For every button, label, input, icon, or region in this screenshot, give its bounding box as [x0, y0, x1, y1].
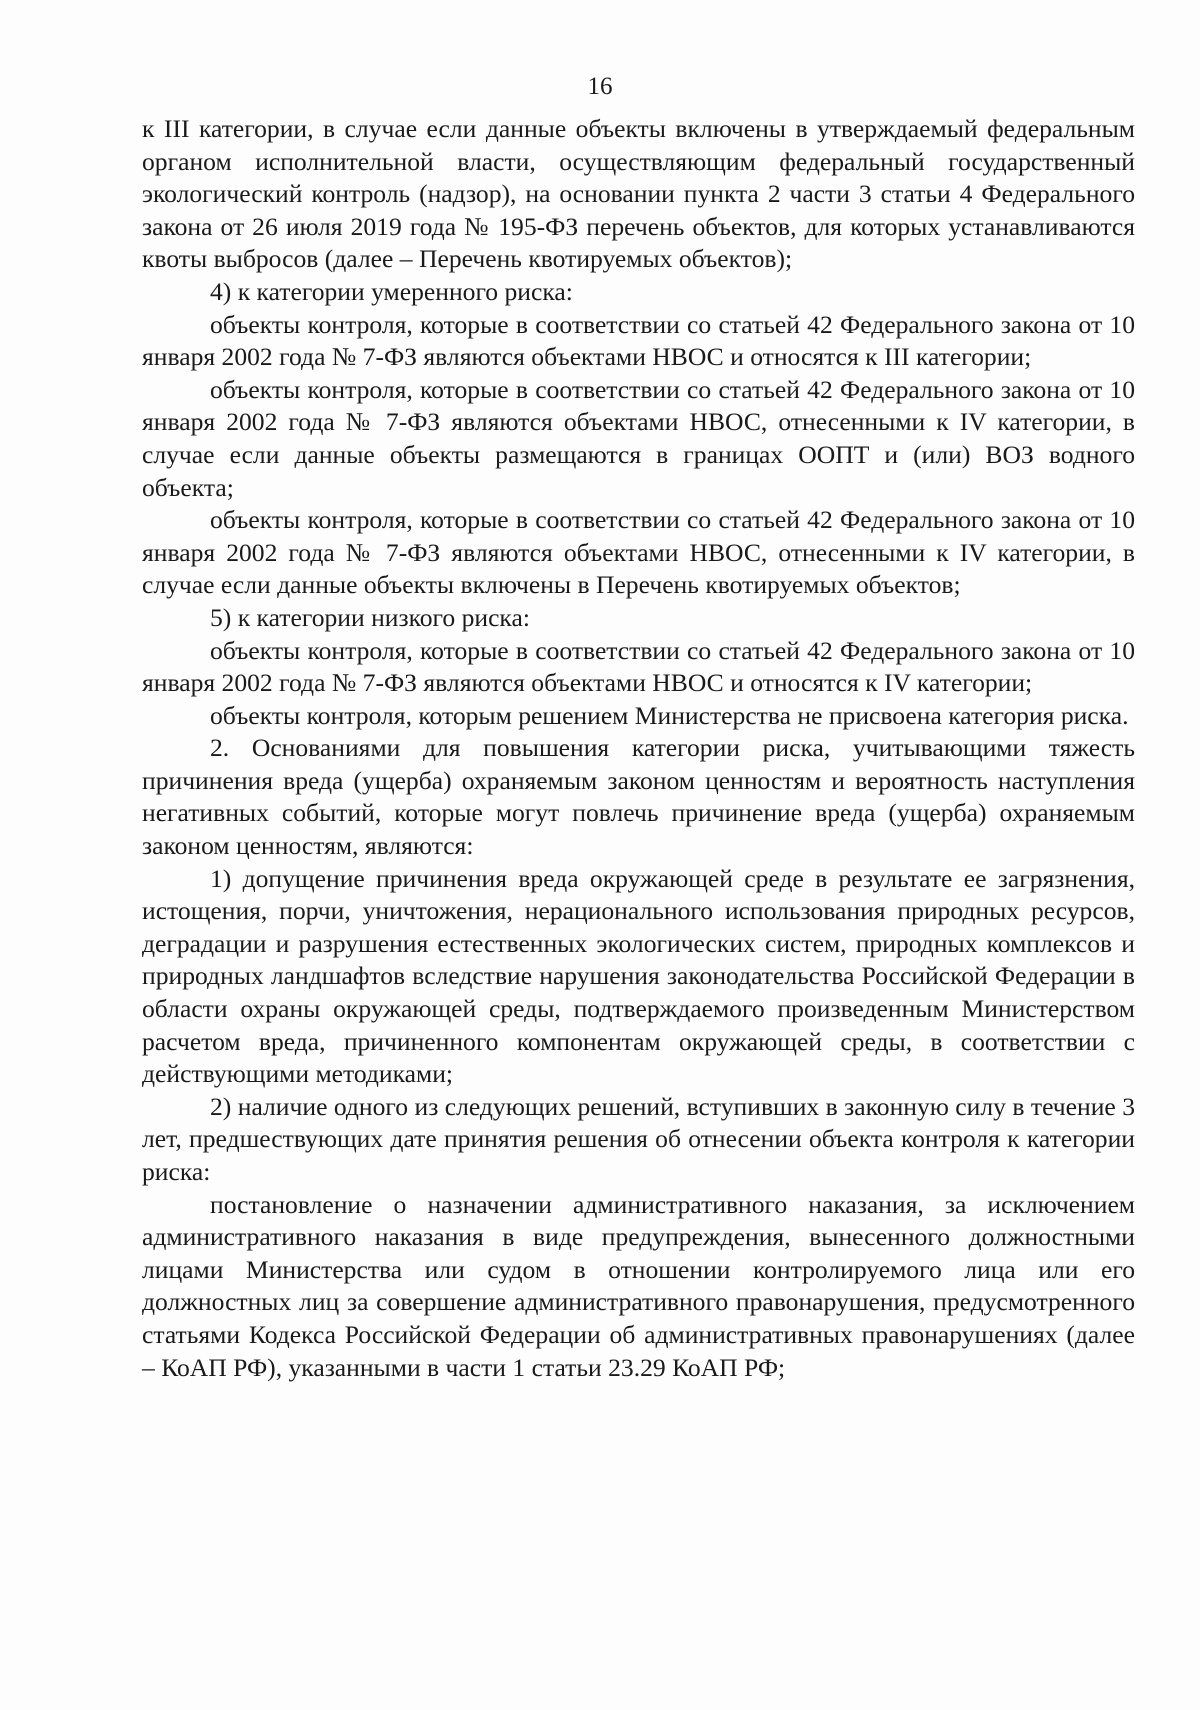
paragraph: 5) к категории низкого риска:: [210, 602, 530, 632]
paragraph: 2) наличие одного из следующих решений, вступивших в законную силу в течение 3 лет, предшествующих дате принятия решения об отнесении объекта контроля к категории риска:: [142, 1091, 1135, 1186]
paragraph: объекты контроля, которые в соответствии со статьей 42 Федерального закона от 10 января 2002 года № 7-ФЗ являются объектами НВОС, отнесенными к IV категории, в случае если данные объекты размещаются в границах ООПТ и (или) ВОЗ водного объекта;: [142, 374, 1135, 502]
page-number: 16: [587, 73, 613, 100]
document-body: [142, 113, 1135, 1384]
paragraph: объекты контроля, которые в соответствии со статьей 42 Федерального закона от 10 января 2002 года № 7-ФЗ являются объектами НВОС и относятся к III категории;: [142, 309, 1135, 372]
paragraph: 1) допущение причинения вреда окружающей среде в результате ее загрязнения, истощения, порчи, уничтожения, нерационального использования природных ресурсов, деградации и разрушения естественных экологических систем, природных комплексов и природных ландшафтов вследствие нарушения законодательства Российской Федерации в области охраны окружающей среды, подтверждаемого произведенным Министерством расчетом вреда, причиненного компонентам окружающей среды, в соответствии с действующими методиками;: [142, 863, 1135, 1089]
paragraph: объекты контроля, которые в соответствии со статьей 42 Федерального закона от 10 января 2002 года № 7-ФЗ являются объектами НВОС, отнесенными к IV категории, в случае если данные объекты включены в Перечень квотируемых объектов;: [142, 505, 1135, 600]
paragraph: 4) к категории умеренного риска:: [210, 276, 573, 306]
paragraph: объекты контроля, которые в соответствии со статьей 42 Федерального закона от 10 января 2002 года № 7-ФЗ являются объектами НВОС и относятся к IV категории;: [142, 635, 1135, 698]
paragraph: к III категории, в случае если данные объекты включены в утверждаемый федеральным органом исполнительной власти, осуществляющим федеральный государственный экологический контроль (надзор), на основании пункта 2 части 3 статьи 4 Федерального закона от 26 июля 2019 года № 195-ФЗ перечень объектов, для которых устанавливаются квоты выбросов (далее – Перечень квотируемых объектов);: [142, 114, 1135, 274]
paragraph: 2. Основаниями для повышения категории риска, учитывающими тяжесть причинения вреда (ущерба) охраняемым законом ценностям и вероятность наступления негативных событий, которые могут повлечь причинение вреда (ущерба) охраняемым законом ценностям, являются:: [142, 733, 1135, 861]
paragraph: объекты контроля, которым решением Министерства не присвоена категория риска.: [210, 700, 1129, 730]
paragraph: постановление о назначении административного наказания, за исключением административного наказания в виде предупреждения, вынесенного должностными лицами Министерства или судом в отношении контролируемого лица или его должностных лиц за совершение административного правонарушения, предусмотренного статьями Кодекса Российской Федерации об административных правонарушениях (далее – КоАП РФ), указанными в части 1 статьи 23.29 КоАП РФ;: [142, 1189, 1135, 1382]
